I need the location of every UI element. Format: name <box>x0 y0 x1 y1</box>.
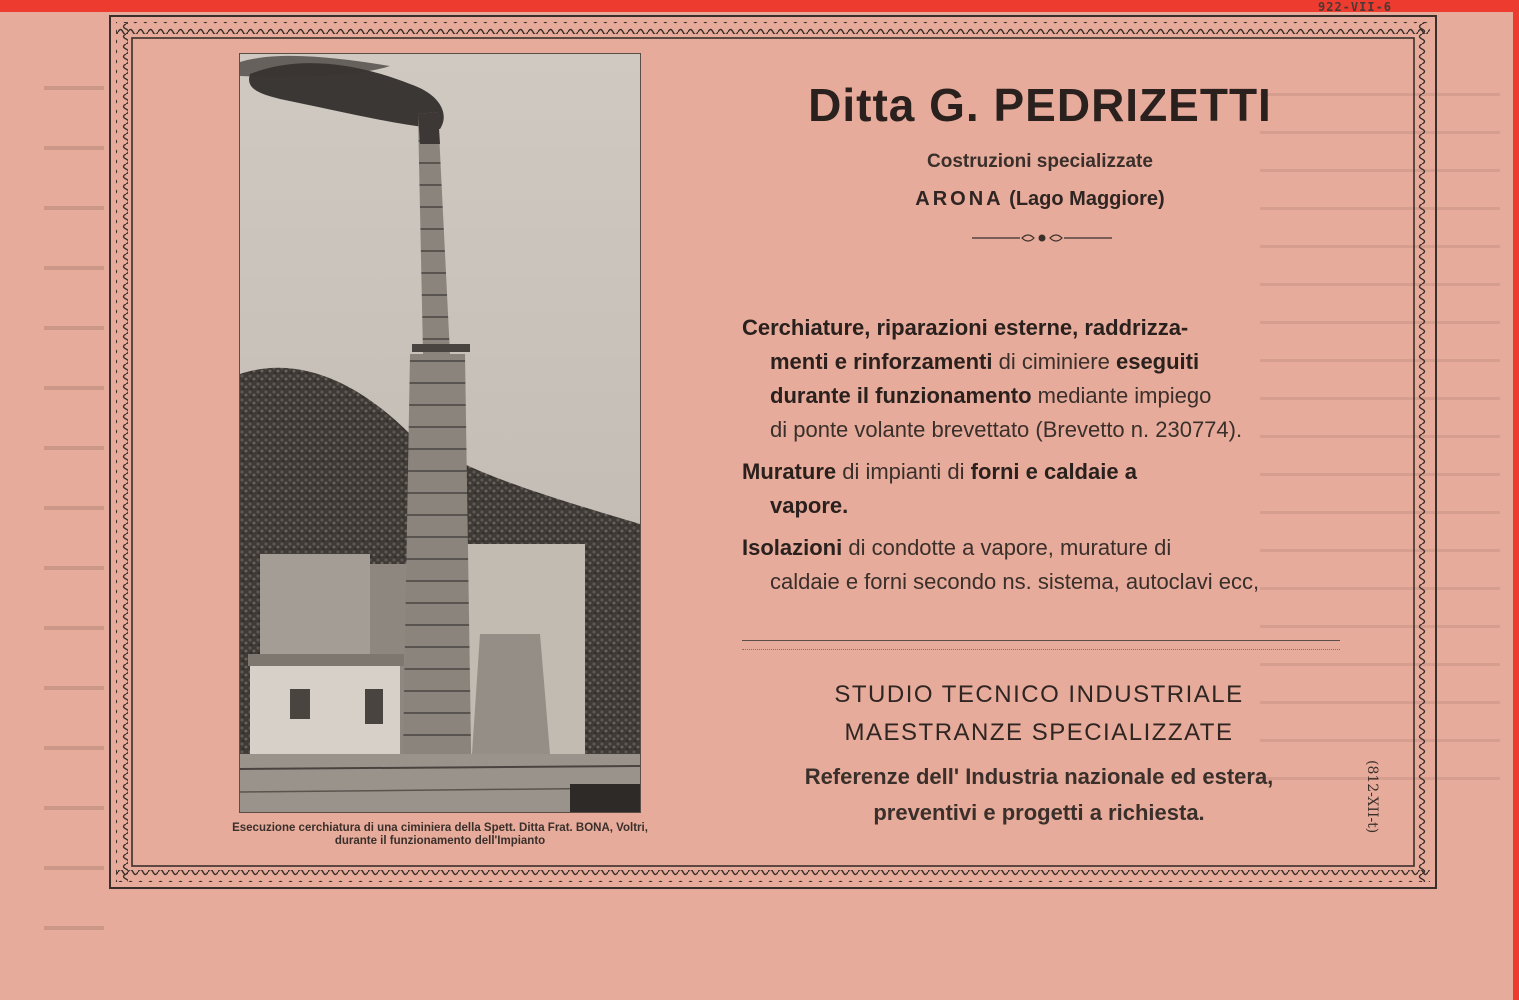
left-bleedthrough <box>44 30 104 930</box>
p2-normal-a: di impianti di <box>836 459 971 484</box>
location-city: ARONA <box>915 188 1004 210</box>
ornament-divider <box>972 228 1112 248</box>
company-location <box>740 188 1340 211</box>
caption-line-2: durante il funzionamento dell'Impianto <box>334 835 546 847</box>
company-name: Ditta G. PEDRIZETTI <box>808 79 1272 131</box>
p1-line-3-normal: mediante impiego <box>1031 383 1212 408</box>
p1-line-2-normal: di ciminiere <box>992 349 1116 374</box>
caption-line-1: Esecuzione cerchiatura di una ciminiera della Spett. Ditta Frat. BONA, Voltri, <box>232 822 648 834</box>
services-paragraph-2 <box>742 455 1340 523</box>
location-region: (Lago Maggiore) <box>1009 188 1165 210</box>
references-line-1: Referenze dell' Industria nazionale ed estera, <box>804 764 1274 789</box>
references-line-2: preventivi e progetti a richiesta. <box>873 800 1205 825</box>
section-divider-dotted <box>742 649 1340 650</box>
p1-line-4: di ponte volante brevettato (Brevetto n. 230774). <box>770 417 1243 442</box>
services-paragraph-3 <box>742 531 1340 599</box>
p1-line-2-bold-a: menti e rinforzamenti <box>770 349 993 374</box>
p2-bold-b: forni e caldaie a <box>970 459 1137 484</box>
p3-line-2: caldaie e forni secondo ns. sistema, autoclavi ecc, <box>770 569 1260 594</box>
company-subtitle: Costruzioni specializzate <box>927 151 1153 172</box>
corner-code: 922-VII-6 <box>1318 0 1393 14</box>
services-paragraph-1 <box>742 311 1340 447</box>
p2-bold-a: Murature <box>742 459 837 484</box>
p1-line-2-bold-b: eseguiti <box>1115 349 1200 374</box>
chimney-photograph <box>240 54 640 812</box>
p2-line-2: vapore. <box>770 493 849 518</box>
studio-line-2: MAESTRANZE SPECIALIZZATE <box>844 719 1234 746</box>
vertical-code: (812-XII-t) <box>1364 760 1380 834</box>
p1-line-1: Cerchiature, riparazioni esterne, raddrizza- <box>742 315 1189 340</box>
right-red-edge <box>1513 0 1519 1000</box>
p3-normal: di condotte a vapore, murature di <box>842 535 1172 560</box>
p3-bold: Isolazioni <box>742 535 843 560</box>
section-divider <box>742 640 1340 641</box>
photo-caption <box>160 822 720 848</box>
p1-line-3-bold: durante il funzionamento <box>770 383 1032 408</box>
studio-line-1: STUDIO TECNICO INDUSTRIALE <box>834 681 1244 708</box>
top-red-edge <box>0 0 1519 12</box>
